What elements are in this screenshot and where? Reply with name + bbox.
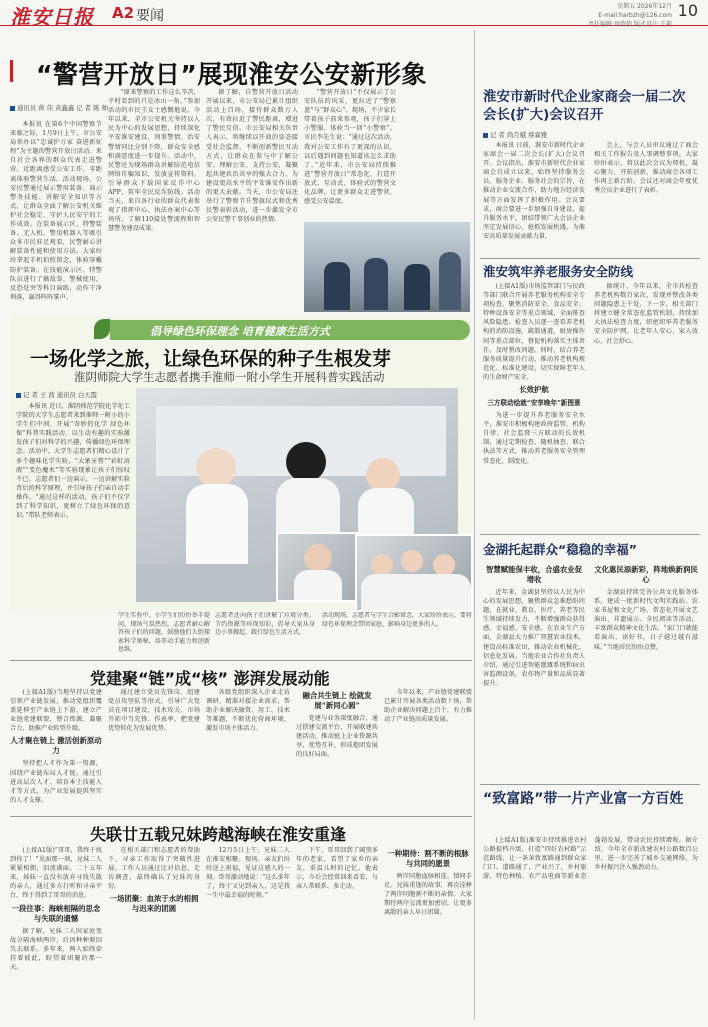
feature-caption-1: 学生实验中，小学生们纷纷举手提问，现场气氛热烈。志愿者耐心解答孩子们的问题，鼓励他们大胆探索科学奥秘，培养动手能力和创新思维。 [118,612,210,654]
reunion-subhead-3: 一种期待：割不断的根脉与共同的愿景 [387,849,469,868]
right-top-byline [483,130,547,139]
byline-marker [10,106,15,111]
column-divider [474,30,475,1020]
section-rule [480,784,700,785]
header-meta [502,2,672,29]
party-column-3 [206,688,290,812]
reunion-column-2 [108,846,200,1020]
party-column-4 [296,688,378,812]
right-mid-subhead: 长效护航 [519,385,549,395]
feature-caption-3: 活动现场，志愿者与学生合影留念。大家纷纷表示，要将绿色环保理念带回家庭，影响身边更多的人。 [322,612,472,628]
party-column-2 [108,688,200,812]
right-mid-col-b-text: 据统计，今年以来，全市共检查养老机构数百家次，发现并整改各类问题隐患上千处。下一步，相关部门将建立健全常态化监管机制，持续加大执法检查力度，织密织牢养老服务安全防护网，让老年人安心、家人放心、社会舒心。 [594,283,698,345]
feature-byline-text: 记 者 王 茜 通讯员 白天霞 [23,391,98,399]
reunion-col-c-text: 在相关部门和志愿者的帮助下，寻亲工作取得了突破性进展。工作人员通过比对信息、走访调查，最终确认了兄妹的身份。 [108,847,200,891]
reunion-subhead: 一段往事：海峡相隔的思念与失联的遗憾 [11,903,101,923]
lead-column-3 [206,88,298,310]
masthead [0,0,708,29]
officer-figure [404,264,430,310]
feature-caption-2: 志愿者还向孩子们讲解了垃圾分类、节约资源等环保知识，倡导大家从身边小事做起，践行绿色生活方式。 [215,612,315,637]
party-col-d-text: 各级党组织深入企业走访调研，精准对接企业需求，帮助企业解决融资、用工、技术等难题，不断优化营商环境，激发市场主体活力。 [206,689,290,733]
reunion-subhead-2: 一场团聚：血浓于水的相拥与迟来的团圆 [109,894,199,914]
reunion-col-d-text: 12月5日上午，兄妹二人在淮安相聚。现场，亲友们纷纷送上祝福，见证这感人的一刻。哥哥激动地说：“这么多年了，终于又见到亲人，这是我一生中最幸福的时刻。” [206,847,290,900]
student-face [433,554,455,576]
right-bottom-a-column-1 [483,562,585,780]
right-bottom-b-col-text: (上接A1版)淮安市持续推进农村公路提档升级，打造“四好农村路”示范路线，让一条条致富路通到群众家门口。道路通了，产业兴了，乡村旅游、特色种植、农产品电商等新业态蓬勃发展，带动农民持续增收。据介绍，今年全市新改建农村公路数百公里，进一步完善了城乡交通网络，为乡村振兴注入强劲动力。 [483,837,698,881]
right-top-col-a-text: 本报讯 日前，淮安市新时代企业家商会一届二次会长(扩大)会议召开。会议指出，淮安市新时代企业家商会自成立以来，始终坚持服务会员、服务企业、服务社会的宗旨，在推动企业交流合作、助力地方经济发展等方面发挥了积极作用。会议要求，商会要进一步加强自身建设，提升服务水平，团结带领广大会员企业坚定发展信心，抢抓发展机遇，为淮安高质量发展贡献力量。 [483,142,585,240]
right-mid-col-c-text: 为进一步提升养老服务安全水平，淮安市积极构建政府监管、机构自律、社会监督三方联动的长效机制，通过定期检查、随机抽查、联合执法等方式，推动养老服务安全管理常态化、制度化。 [483,412,585,465]
party-subhead-2: 融合共生链上 绘就发展“新同心圆” [302,691,372,710]
reunion-column-4 [296,846,378,1020]
page-num: 10 [677,1,698,20]
feature-photo-2 [276,532,358,602]
right-top-column-a [483,141,585,253]
student-face [196,448,236,488]
right-top-headline: 淮安市新时代企业家商会一届二次会长(扩大)会议召开 [483,89,686,123]
right-bottom-b-headline: “致富路”带一片产业富一方百姓 [483,791,684,807]
editor-line: 责任编辑:周倩倩 版式设计:王莉 [588,21,672,28]
feature-title: 一场化学之旅，让绿色环保的种子生根发芽 [30,348,392,370]
right-mid-subhead-2: 三方联动绘就“安享晚年”新图景 [487,399,581,408]
party-column-1 [10,688,102,812]
right-bottom-a-headline: 金湖托起群众“稳稳的幸福” [483,542,637,557]
visitor-figure [439,252,461,310]
student-face [304,544,332,572]
student-hair [286,442,326,482]
right-bottom-a-subhead: 智慧赋能保丰收，合盛农业促增收 [485,565,583,584]
page-number-label: A2 [112,4,135,22]
feature-subtitle: 淮阴师院大学生志愿者携手淮师一附小学生开展科普实践活动 [74,370,385,384]
student-face [366,458,400,492]
headline-mark [10,60,13,82]
byline-marker [483,133,488,138]
party-headline: 党建聚“链”成“核” 澎湃发展动能 [90,669,330,688]
lead-column-1 [10,120,102,310]
feature-col-text: 本报讯 近日，淮阴师范学院化学化工学院的大学生志愿者来到淮师一附小的小学生们中间，开展“奇妙的化学 绿色环保”科普实践活动，以生动有趣的实验激发孩子们对科学的兴趣，传播绿色环保理念。活动中，大学生志愿者们精心设计了多个趣味化学实验，“大象牙膏”“彩虹溶液”“变色魔术”等实验现象让孩子们惊叹不已。志愿者们一边演示，一边讲解实验背后的科学原理，并引导孩子们亲自动手操作。“通过这样的活动，孩子们不仅学到了科学知识，更树立了绿色环保的意识。”带队老师表示。 [16,403,130,520]
lead-col4-text: “警营开放日”不仅展示了公安队伍的风采，更拉近了“警察蓝”与“群众心”。现场，不少家长带着孩子前来参观，孩子们穿上小警服，体验当一回“小警察”。市民李先生说：“通过这次活动，我对公安工作有了更深的认识，以后遇到问题也知道该怎么求助了。”近年来，市公安局持续推进“警营开放日”常态化，打造开放式、互动式、体验式的警营文化品牌，让更多群众走进警营，感受公安温度。 [304,89,396,206]
right-bottom-a-col-text: 近年来，金湖县坚持以人民为中心的发展思想，聚焦群众急难愁盼问题，在就业、教育、医疗、养老等民生领域持续发力，不断增强群众获得感、幸福感、安全感。在农业生产方面，金湖县大力推广智慧农业技术，建设高标准农田，推动农业机械化、信息化发展。当地农业合作社负责人介绍，通过引进智能灌溉系统和病虫害监测设备，农作物产量和品质显著提升。 [483,589,585,687]
student-lab-coat [186,484,248,564]
feature-column [16,402,130,606]
section-rule [10,816,472,817]
reunion-col-a-text: (上接A1版)“哥哥，我终于找到你了！”见面那一刻，兄妹二人紧紧相拥，泪流满面。二十五年来，妹妹一直没有放弃寻找失散的亲人，通过多方打听和寻亲平台，终于得到了哥哥的消息。 [10,847,102,900]
section-rule [10,660,472,661]
party-subhead: 人才聚在链上 激活创新原动力 [10,736,102,756]
reunion-column-3 [206,846,290,1020]
party-col-a-text: (上接A1版)当地坚持以党建引领产业链发展，推动党组织覆盖延伸至产业链上下游，建立产业链党建联盟，整合资源、凝聚合力，助推产业转型升级。 [10,689,102,733]
reunion-column-5 [384,846,472,1020]
lead-col1-text: 本报讯 在第6个中国警察节来临之际，1月9日上午，市公安局举办以“忠诚护万家 奋进新征程”为主题的警营开放日活动。来自社会各界的群众代表走进警营，近距离感受公安工作，零距离体验警营生活。活动现场，公安民警通过展示警用装备、演示警务技能、讲解安全知识等方式，让群众全面了解公安机关维护社会稳定、守护人民安宁的工作成效。在装备展示区，特警装备、无人机、警用机器人等吸引众多市民驻足观看，民警耐心讲解装备性能和使用方法。大家纷纷拿起手机拍照留念，体验穿戴防护装备。在技能演示区，特警队员进行了擒敌拳、警械使用、反恐处突等科目演练，动作干净利落，赢得阵阵掌声。 [10,121,102,301]
reunion-col-f-text: 两岸同胞血脉相连、情同手足。兄妹重逢的故事，再次诠释了两岸同胞割不断的亲情。大家期待两岸交流更加密切，让更多离散的亲人早日团圆。 [384,873,472,917]
right-mid-headline: 淮安筑牢养老服务安全防线 [483,264,634,279]
lead-byline [10,103,108,112]
lead-headline: “警营开放日”展现淮安公安新形象 [36,60,427,89]
group-lab-coats [361,574,471,612]
reunion-column-1 [10,846,102,1020]
right-top-column-b [594,141,698,253]
officer-figure [364,258,388,310]
right-bottom-a-subhead-2: 文化惠民添新彩，阵地焕新润民心 [594,565,698,584]
section-rule [480,534,700,535]
section-rule [480,258,700,259]
lead-col2-text: “原来警察的工作这么辛苦，平时看到的只是冰山一角。”参加活动的市民王女士感慨地说。今年以来，全市公安机关坚持以人民为中心的发展思想，持续深化平安淮安建设，刑事警情、治安警情同比分别下降，群众安全感和满意度进一步提升。活动中，民警还为现场群众讲解防范电信网络诈骗知识，发放宣传资料，引导群众下载国家反诈中心APP，筑牢全民反诈防线。活动当天，来自各行业的群众代表参观了指挥中心、执法办案中心等场所，了解110接处警流程和智慧警务建设成果。 [108,89,200,233]
right-bottom-a-col-2-text: 金湖县持续完善公共文化服务体系，建成一批新时代文明实践站、农家书屋和文化广场，常态化开展文艺演出、非遗展示、全民阅读等活动，丰富群众精神文化生活。“家门口就能看演出、读好书，日子越过越有滋味。”当地居民纷纷点赞。 [594,589,698,651]
reunion-headline: 失联廿五载兄妹跨越海峡在淮安重逢 [90,825,347,844]
right-mid-col-a-text: (上接A1版)市场监管部门与民政等部门联合开展养老服务机构安全专项检查，聚焦消防安全、食品安全、特种设备安全等重点领域，全面排查风险隐患。检查人员逐一查看养老机构的消防设施、疏散通道、厨房操作间等重点部位，督促机构落实主体责任，及时整改问题。同时，结合养老服务质量提升行动，推动养老机构规范化、标准化建设，切实保障老年人的生命财产安全。 [483,283,585,381]
right-top-col-b-text: 会上，与会人员审议通过了商会相关工作报告及人事调整事项。大家纷纷表示，将以此次会议为契机，凝心聚力、开拓创新，推动商会各项工作再上新台阶。会议还对商会年度优秀会员企业进行了表彰。 [594,142,698,195]
party-col-b-text: 坚持把人才作为第一资源，围绕产业链布局人才链，通过引进高层次人才、培育本土技能人才等方式，为产业发展提供坚实的人才支撑。 [10,760,102,804]
lead-column-4 [304,88,396,220]
lead-col3-text: 据了解，自警营开放日活动开展以来，市公安局已累计组织活动上百场，接待群众数万人次，有效拉近了警民距离，增进了警民互信。市公安局相关负责人表示，将继续以开放的姿态接受社会监督，不断创新警民互动方式，让群众在参与中了解公安、理解公安、支持公安，凝聚起共建共治共享的强大合力，为建设更高水平的平安淮安作出新的更大贡献。当天，市公安局还举行了警察节升警旗仪式和优秀民警表彰活动，进一步激发全市公安民警干事创业的热情。 [206,89,298,224]
party-col-f-text: 今年以来，产业链党建联盟已累计开展各类活动数十场，帮助企业解决问题上百个，有力推动了产业链高质量发展。 [384,689,472,724]
student-face [401,550,423,572]
right-top-byline-text: 记 者 尚月娥 蔡霖雅 [490,131,548,139]
student-face [371,554,393,576]
party-col-c-text: 通过建立党员先锋岗、组建党员攻坚队等形式，引导广大党员在项目建设、技术攻关、市场开拓中当先锋、作表率，把党建优势转化为发展优势。 [108,689,200,733]
paper-name: 淮安日报 [10,5,94,29]
right-mid-column-b [594,282,698,530]
feature-banner [110,320,470,340]
right-mid-column-a [483,282,585,530]
feature-byline [16,390,97,399]
byline-marker [16,393,21,398]
party-column-5 [384,688,472,812]
leaf-icon [94,319,110,339]
party-col-e-text: 党建与业务深度融合，通过搭建交流平台、开展联建共建活动，推动链上企业资源共享、优势互补，形成抱团发展的良好局面。 [296,715,378,759]
email-line: E-mail:harbzh@126.com [598,12,672,19]
reunion-col-e-text: 下午，哥哥回到了阔别多年的老家，看望了家乡的亲友，重温儿时的记忆。他表示，今后会经常回来看看，与亲人常联系、多走动。 [296,847,378,891]
right-bottom-b-columns [483,836,698,1020]
right-bottom-a-column-2 [594,562,698,780]
feature-banner-text: 倡导绿色环保理念 培育健康生活方式 [150,325,330,338]
lead-column-2 [108,88,200,310]
officer-figure [324,262,350,310]
lead-photo [304,222,470,312]
reunion-col-b-text: 据了解，兄妹二人因家庭变故分隔海峡两岸，后因种种原因失去联系。多年来，两人始终牵挂着彼此，盼望着团聚的那一天。 [10,927,102,971]
feature-photo-3 [355,534,473,612]
feature-box [10,316,472,610]
date-line: 星期五 2026年12月 [617,3,672,10]
student-lab-coat [294,570,342,602]
lead-byline-text: 通讯员 蒋 伟 黄鑫鑫 记 者 陈 帅 [17,104,108,112]
section-name: 要闻 [136,8,164,24]
